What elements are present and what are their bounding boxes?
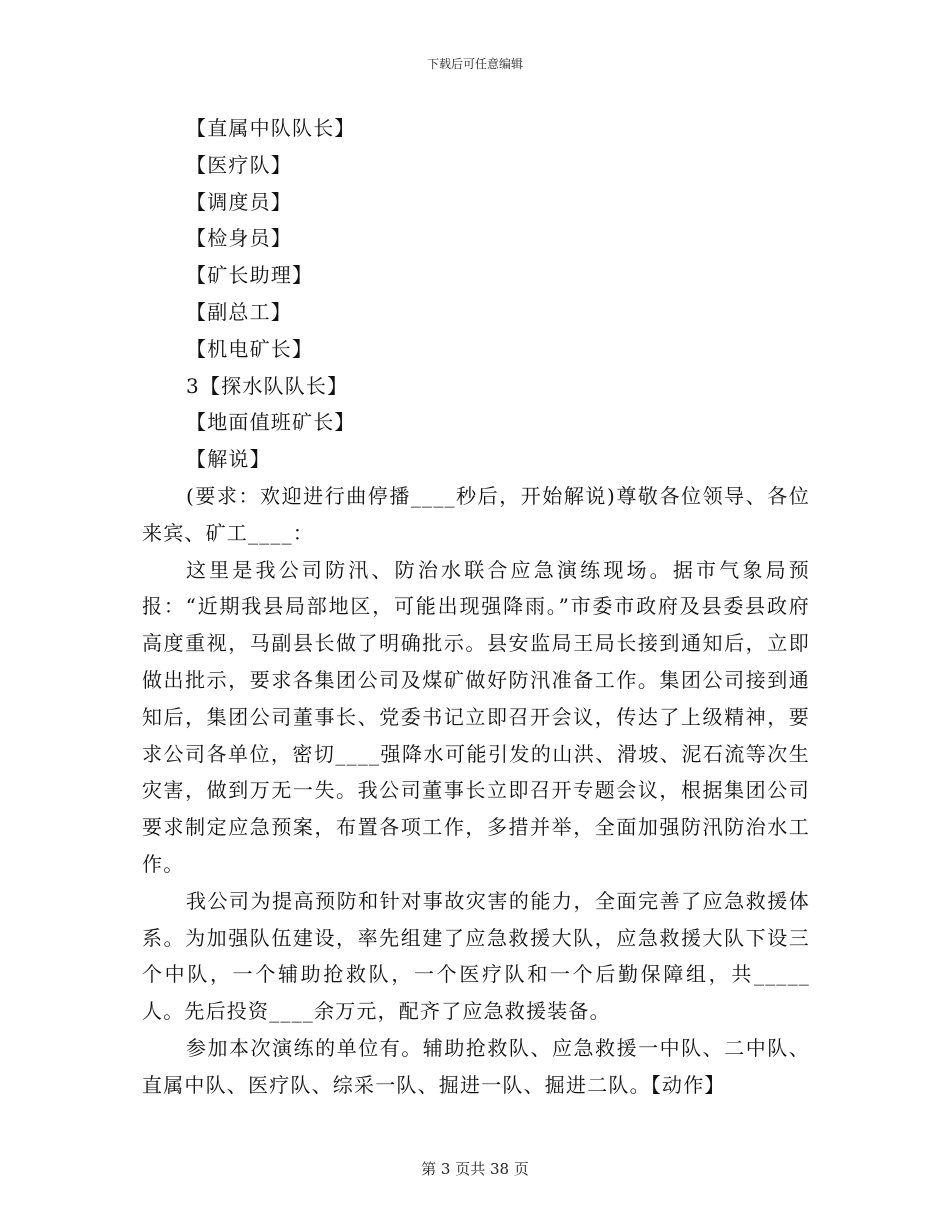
role-line: 【医疗队】 xyxy=(186,152,292,177)
paragraph-participants: 参加本次演练的单位有。辅助抢救队、应急救援一中队、二中队、直属中队、医疗队、综采一队、掘进一队、掘进二队。【动作】 xyxy=(142,1035,810,1097)
role-line: 3【探水队队长】 xyxy=(186,373,349,398)
paragraph-background: 这里是我公司防汛、防治水联合应急演练现场。据市气象局预报：“近期我县局部地区，可能出现强降雨。”市委市政府及县委县政府高度重视，马副县长做了明确批示。县安监局王局长接到通知后，立即做出批示，要求各集团公司及煤矿做好防汛准备工作。集团公司接到通知后，集团公司董事长、党委书记立即召开会议，传达了上级精神，要求公司各单位，密切____强降水可能引发的山洪、滑坡、泥石流等次生灾害，做到万无一失。我公司董事长立即召开专题会议，根据集团公司要求制定应急预案，布置各项工作，多措并举，全面加强防汛防治水工作。 xyxy=(142,557,810,876)
role-line: 【副总工】 xyxy=(186,299,292,324)
role-line: 【检身员】 xyxy=(186,226,292,251)
role-line: 【机电矿长】 xyxy=(186,336,314,361)
role-line: 【矿长助理】 xyxy=(186,263,314,288)
role-line: 【解说】 xyxy=(186,447,271,472)
document-body xyxy=(142,110,810,1104)
paragraph-rescue-system: 我公司为提高预防和针对事故灾害的能力，全面完善了应急救援体系。为加强队伍建设，率先组建了应急救援大队，应急救援大队下设三个中队，一个辅助抢救队，一个医疗队和一个后勤保障组，共_____人。先后投资____余万元，配齐了应急救援装备。 xyxy=(142,888,810,1024)
paragraph-instruction: (要求：欢迎进行曲停播____秒后，开始解说)尊敬各位领导、各位来宾、矿工____： xyxy=(142,483,810,545)
role-line: 【调度员】 xyxy=(186,189,292,214)
page-header: 下载后可任意编辑 xyxy=(426,57,523,71)
page-footer: 第 3 页共 38 页 xyxy=(421,1160,529,1178)
role-line: 【直属中队队长】 xyxy=(186,116,356,140)
role-line: 【地面值班矿长】 xyxy=(186,410,356,435)
